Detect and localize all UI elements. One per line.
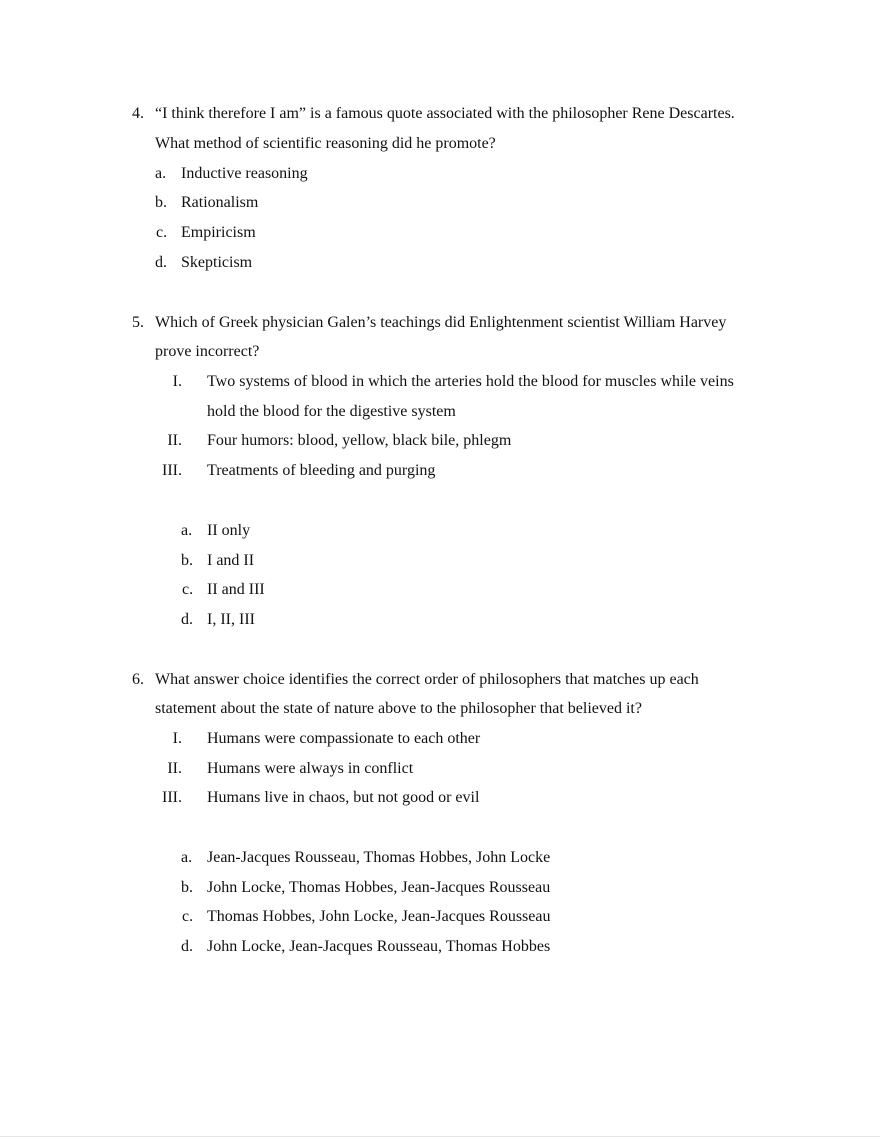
choice-label: b. (181, 879, 193, 896)
choice-label: a. (181, 849, 193, 866)
choice-label: c. (156, 224, 168, 241)
statement-text: Two systems of blood in which the arteries hold the blood for muscles while veins (207, 373, 734, 390)
choice-text: John Locke, Jean-Jacques Rousseau, Thomas Hobbes (207, 938, 551, 955)
choice-label: c. (182, 908, 194, 925)
choice-text: Inductive reasoning (181, 165, 308, 182)
choice-text: Empiricism (181, 224, 256, 241)
choice-text: II and III (207, 581, 265, 598)
statement-text: Treatments of bleeding and purging (207, 462, 436, 479)
statement-numeral: II. (167, 760, 182, 777)
question-number: 5. (132, 314, 144, 331)
statement-numeral: II. (167, 432, 182, 449)
choice-label: b. (181, 552, 193, 569)
question-number: 6. (132, 671, 144, 688)
statement-numeral: III. (162, 462, 182, 479)
question-text-line: statement about the state of nature above to the philosopher that believed it? (155, 700, 642, 717)
statement-text: Humans live in chaos, but not good or evil (207, 789, 480, 806)
choice-label: d. (155, 254, 167, 271)
choice-text: Jean-Jacques Rousseau, Thomas Hobbes, John Locke (207, 849, 551, 866)
page-bottom-edge (0, 1136, 880, 1137)
choice-text: John Locke, Thomas Hobbes, Jean-Jacques Rousseau (207, 879, 551, 896)
question-text-line: “I think therefore I am” is a famous quote associated with the philosopher Rene Descartes. (155, 105, 735, 122)
statement-text: Humans were compassionate to each other (207, 730, 481, 747)
question-text-line: What answer choice identifies the correct order of philosophers that matches up each (155, 671, 699, 688)
statement-numeral: I. (172, 730, 182, 747)
choice-text: Rationalism (181, 194, 259, 211)
question-number: 4. (132, 105, 144, 122)
choice-label: a. (181, 522, 193, 539)
question-text-line: prove incorrect? (155, 343, 260, 360)
question-text-line: What method of scientific reasoning did he promote? (155, 135, 496, 152)
choice-text: Skepticism (181, 254, 253, 271)
statement-numeral: III. (162, 789, 182, 806)
statement-numeral: I. (172, 373, 182, 390)
choice-label: c. (182, 581, 194, 598)
statement-text: hold the blood for the digestive system (207, 403, 456, 420)
choice-label: b. (155, 194, 167, 211)
choice-text: Thomas Hobbes, John Locke, Jean-Jacques Rousseau (207, 908, 551, 925)
statement-text: Four humors: blood, yellow, black bile, phlegm (207, 432, 512, 449)
choice-label: a. (155, 165, 167, 182)
choice-text: II only (207, 522, 251, 539)
choice-label: d. (181, 611, 193, 628)
choice-text: I, II, III (207, 611, 255, 628)
choice-label: d. (181, 938, 193, 955)
question-text-line: Which of Greek physician Galen’s teachings did Enlightenment scientist William Harvey (155, 314, 727, 331)
statement-text: Humans were always in conflict (207, 760, 414, 777)
choice-text: I and II (207, 552, 255, 569)
